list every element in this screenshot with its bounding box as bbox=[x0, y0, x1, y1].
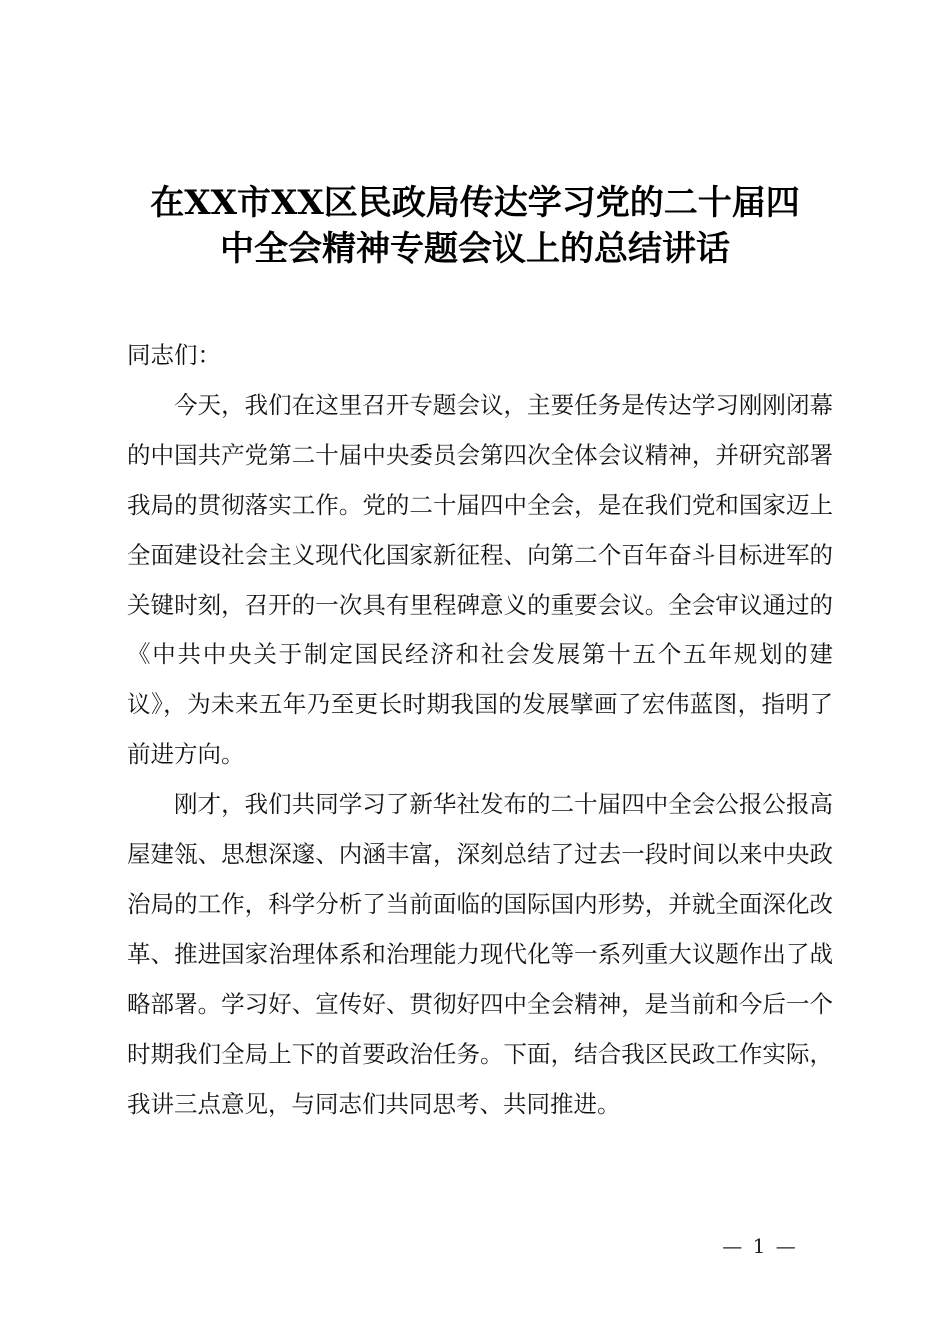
document-body bbox=[127, 331, 833, 1130]
title-line-2: 中全会精神专题会议上的总结讲话 bbox=[220, 229, 730, 269]
salutation: 同志们： bbox=[127, 341, 221, 369]
page-number: — 1 — bbox=[722, 1234, 798, 1258]
paragraph-1: 今天，我们在这里召开专题会议，主要任务是传达学习刚刚闭幕的中国共产党第二十届中央委员会第四次全体会议精神，并研究部署我局的贯彻落实工作。党的二十届四中全会，是在我们党和国家迈上全面建设社会主义现代化国家新征程、向第二个百年奋斗目标进军的关键时刻，召开的一次具有里程碑意义的重要会议。全会审议通过的《中共中央关于制定国民经济和社会发展第十五个五年规划的建议》，为未来五年乃至更长时期我国的发展擘画了宏伟蓝图，指明了前进方向。 bbox=[127, 390, 833, 769]
paragraph-2: 刚才，我们共同学习了新华社发布的二十届四中全会公报公报高屋建瓴、思想深邃、内涵丰富，深刻总结了过去一段时间以来中央政治局的工作，科学分析了当前面临的国际国内形势，并就全面深化改革、推进国家治理体系和治理能力现代化等一系列重大议题作出了战略部署。学习好、宣传好、贯彻好四中全会精神，是当前和今后一个时期我们全局上下的首要政治任务。下面，结合我区民政工作实际，我讲三点意见，与同志们共同思考、共同推进。 bbox=[127, 790, 833, 1118]
title-line-1: 在XX市XX区民政局传达学习党的二十届四 bbox=[150, 183, 800, 223]
document-title bbox=[0, 180, 950, 272]
